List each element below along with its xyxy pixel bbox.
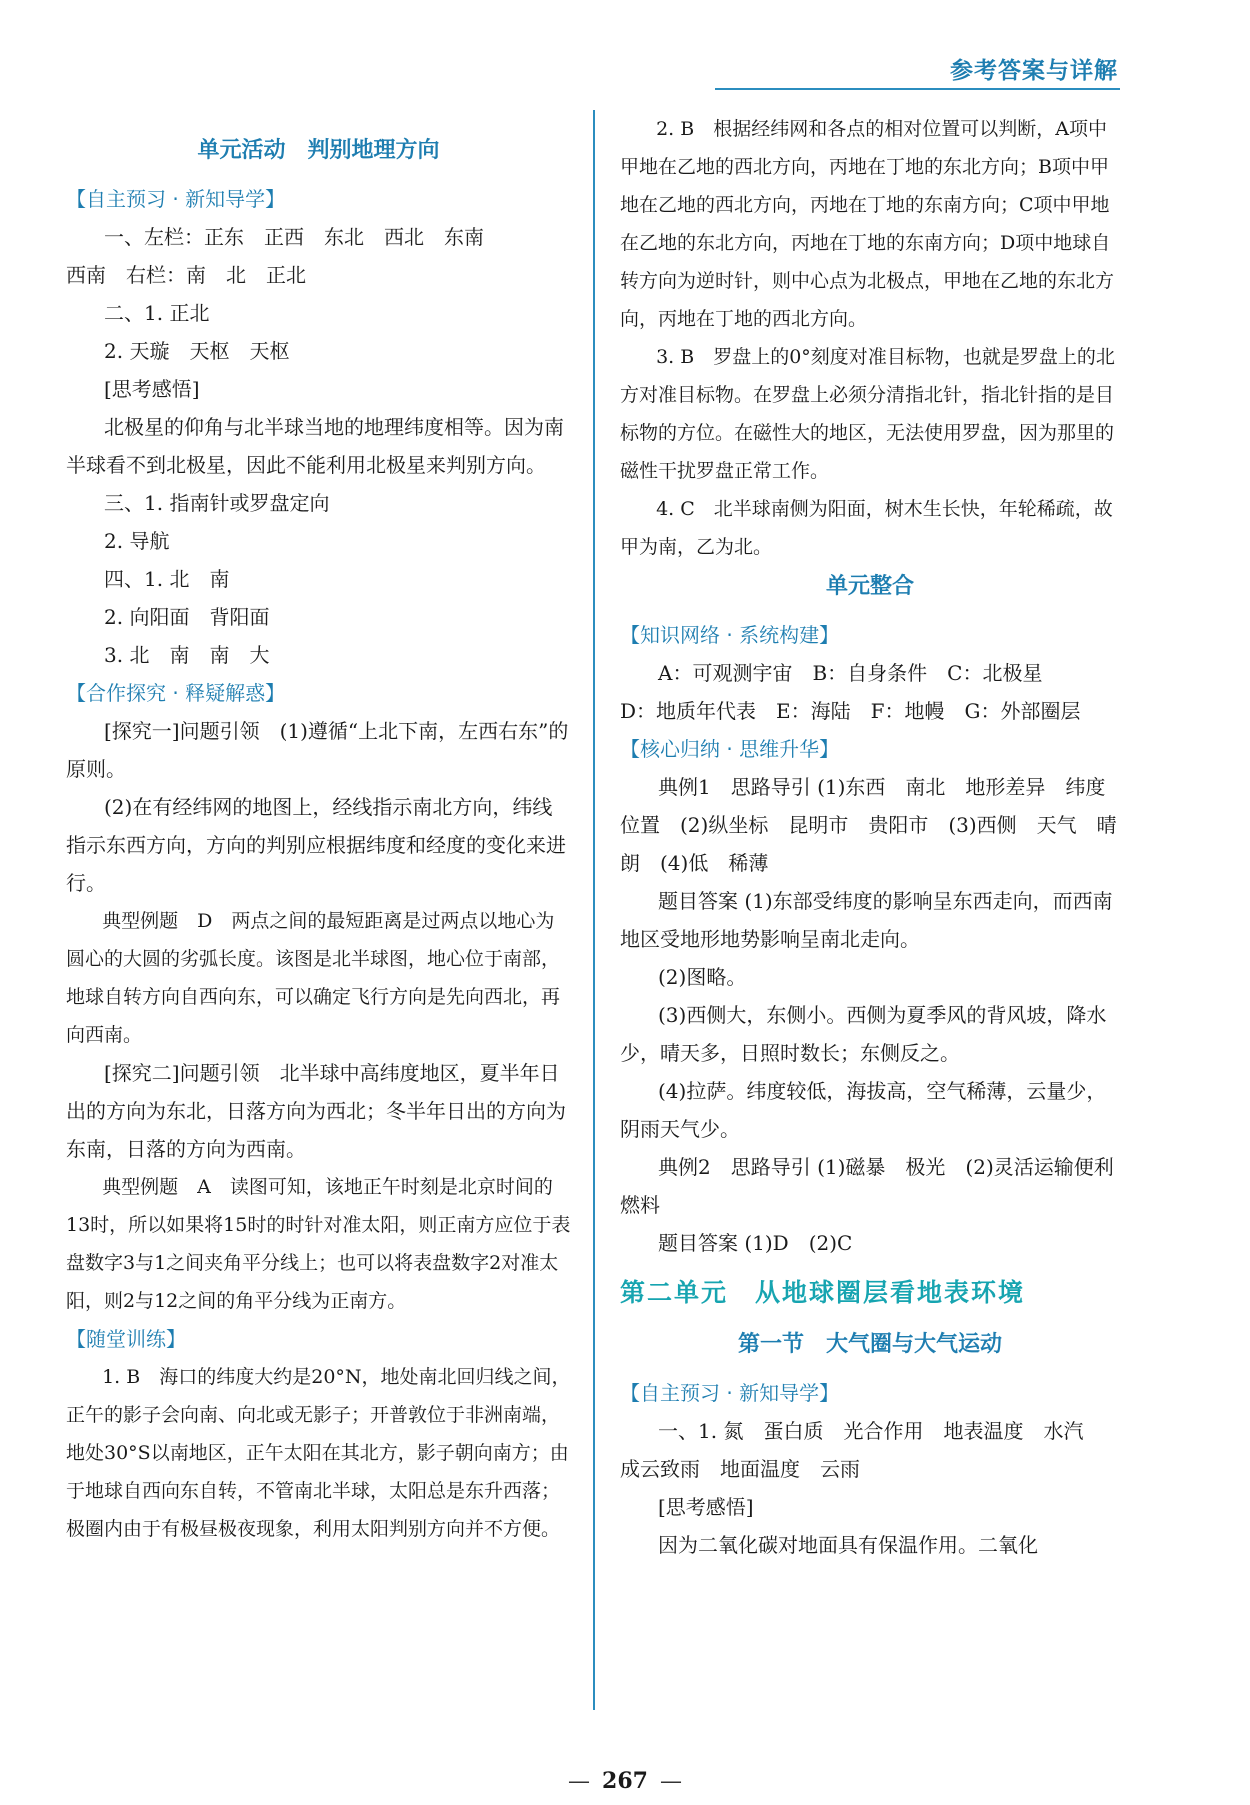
page-dash-left: — [568, 1769, 591, 1794]
answer-line: 西南 右栏：南 北 正北 [66, 263, 306, 287]
answer-line: A：可观测宇宙 B：自身条件 C：北极星 [658, 661, 1043, 685]
answer-paragraph: 4. C 北半球南侧为阳面，树木生长快，年轮稀疏，故甲为南，乙为北。 [620, 498, 1113, 558]
left-column [66, 130, 571, 1548]
subsection-label: 【自主预习 · 新知导学】 [66, 187, 286, 211]
answer-line: (2)图略。 [658, 965, 747, 989]
column-divider [593, 110, 595, 1710]
subsection-label: 【核心归纳 · 思维升华】 [620, 737, 840, 761]
answer-line: 题目答案 (1)D (2)C [658, 1231, 853, 1255]
answer-paragraph: [探究一]问题引领 (1)遵循“上北下南，左西右东”的原则。 [66, 719, 569, 781]
answer-paragraph: 典例2 思路导引 (1)磁暴 极光 (2)灵活运输便利 燃料 [620, 1155, 1134, 1217]
answer-paragraph: (3)西侧大，东侧小。西侧为夏季风的背风坡，降水少，晴天多，日照时数长；东侧反之。 [620, 1003, 1107, 1065]
page-number [0, 1768, 1250, 1794]
answer-line: 2. 向阳面 背阳面 [104, 605, 270, 629]
section-title: 单元整合 [825, 574, 914, 599]
subsection-label: 【随堂训练】 [66, 1327, 186, 1351]
answer-paragraph: (4)拉萨。纬度较低，海拔高，空气稀薄，云量少，阴雨天气少。 [620, 1079, 1107, 1141]
answer-paragraph: 3. B 罗盘上的0°刻度对准目标物，也就是罗盘上的北方对准目标物。在罗盘上必须分清指北针，指北针指的是目标物的方位。在磁性大的地区，无法使用罗盘，因为那里的磁性干扰罗盘正常工作。 [620, 346, 1115, 482]
answer-paragraph: 1. B 海口的纬度大约是20°N，地处南北回归线之间，正午的影子会向南、向北或无影子；开普敦位于非洲南端，地处30°S以南地区，正午太阳在其北方，影子朝向南方；由于地球自西向东自转，不管南北半球，太阳总是东升西落；极圈内由于有极昼极夜现象，利用太阳判别方向并不方便。 [66, 1366, 571, 1540]
header-rule [715, 88, 1120, 90]
section-title: 第一节 大气圈与大气运动 [737, 1332, 1002, 1357]
subsection-label: 【自主预习 · 新知导学】 [620, 1381, 840, 1405]
section-title: 单元活动 判别地理方向 [197, 138, 440, 163]
answer-line: 2. 天璇 天枢 天枢 [104, 339, 290, 363]
thinking-label: [思考感悟] [104, 377, 200, 401]
answer-paragraph: 因为二氧化碳对地面具有保温作用。二氧化 [658, 1533, 1038, 1557]
answer-paragraph: 典例1 思路导引 (1)东西 南北 地形差异 纬度位置 (2)纵坐标 昆明市 贵阳市 (3)西侧 天气 晴朗 (4)低 稀薄 [620, 775, 1117, 875]
answer-paragraph: 北极星的仰角与北半球当地的地理纬度相等。因为南半球看不到北极星，因此不能利用北极星来判别方向。 [66, 415, 564, 477]
subsection-label: 【合作探究 · 释疑解惑】 [66, 681, 286, 705]
answer-line: 一、左栏：正东 正西 东北 西北 东南 [104, 225, 484, 249]
unit-title: 第二单元 从地球圈层看地表环境 [620, 1278, 1026, 1307]
answer-line: 3. 北 南 南 大 [104, 643, 270, 667]
answer-paragraph: 典型例题 D 两点之间的最短距离是过两点以地心为圆心的大圆的劣弧长度。该图是北半球图，地心位于南部，地球自转方向自西向东，可以确定飞行方向是先向西北，再向西南。 [66, 910, 561, 1046]
subsection-label: 【知识网络 · 系统构建】 [620, 623, 840, 647]
answer-paragraph: [探究二]问题引领 北半球中高纬度地区，夏半年日出的方向为东北，日落方向为西北；冬半年日出的方向为东南，日落的方向为西南。 [66, 1061, 566, 1161]
answer-paragraph: 典型例题 A 读图可知，该地正午时刻是北京时间的13时，所以如果将15时的时针对准太阳，则正南方应位于表盘数字3与1之间夹角平分线上；也可以将表盘数字2对准太阳，则2与12之间的角平分线为正南方。 [66, 1176, 571, 1312]
header-title: 参考答案与详解 [950, 58, 1118, 84]
right-column [620, 110, 1134, 1564]
thinking-label: [思考感悟] [658, 1495, 754, 1519]
answer-line: D：地质年代表 E：海陆 F：地幔 G：外部圈层 [620, 699, 1081, 723]
answer-line: 二、1. 正北 [104, 301, 210, 325]
answer-paragraph: 题目答案 (1)东部受纬度的影响呈东西走向，而西南地区受地形地势影响呈南北走向。 [620, 889, 1113, 951]
answer-paragraph: 一、1. 氮 蛋白质 光合作用 地表温度 水汽 成云致雨 地面温度 云雨 [620, 1419, 1104, 1481]
page-number-value: 267 [602, 1768, 648, 1794]
answer-paragraph: (2)在有经纬网的地图上，经线指示南北方向，纬线指示东西方向，方向的判别应根据纬度和经度的变化来进行。 [66, 795, 566, 895]
answer-paragraph: 2. B 根据经纬网和各点的相对位置可以判断，A项中甲地在乙地的西北方向，丙地在丁地的东北方向；B项中甲地在乙地的西北方向，丙地在丁地的东南方向；C项中甲地在乙地的东北方向，丙地在丁地的东南方向；D项中地球自转方向为逆时针，则中心点为北极点，甲地在乙地的东北方向，丙地在丁地的西北方向。 [620, 118, 1115, 330]
answer-line: 2. 导航 [104, 529, 170, 553]
answer-line: 四、1. 北 南 [104, 567, 230, 591]
answer-line: 三、1. 指南针或罗盘定向 [104, 491, 330, 515]
page-dash-right: — [659, 1769, 682, 1794]
